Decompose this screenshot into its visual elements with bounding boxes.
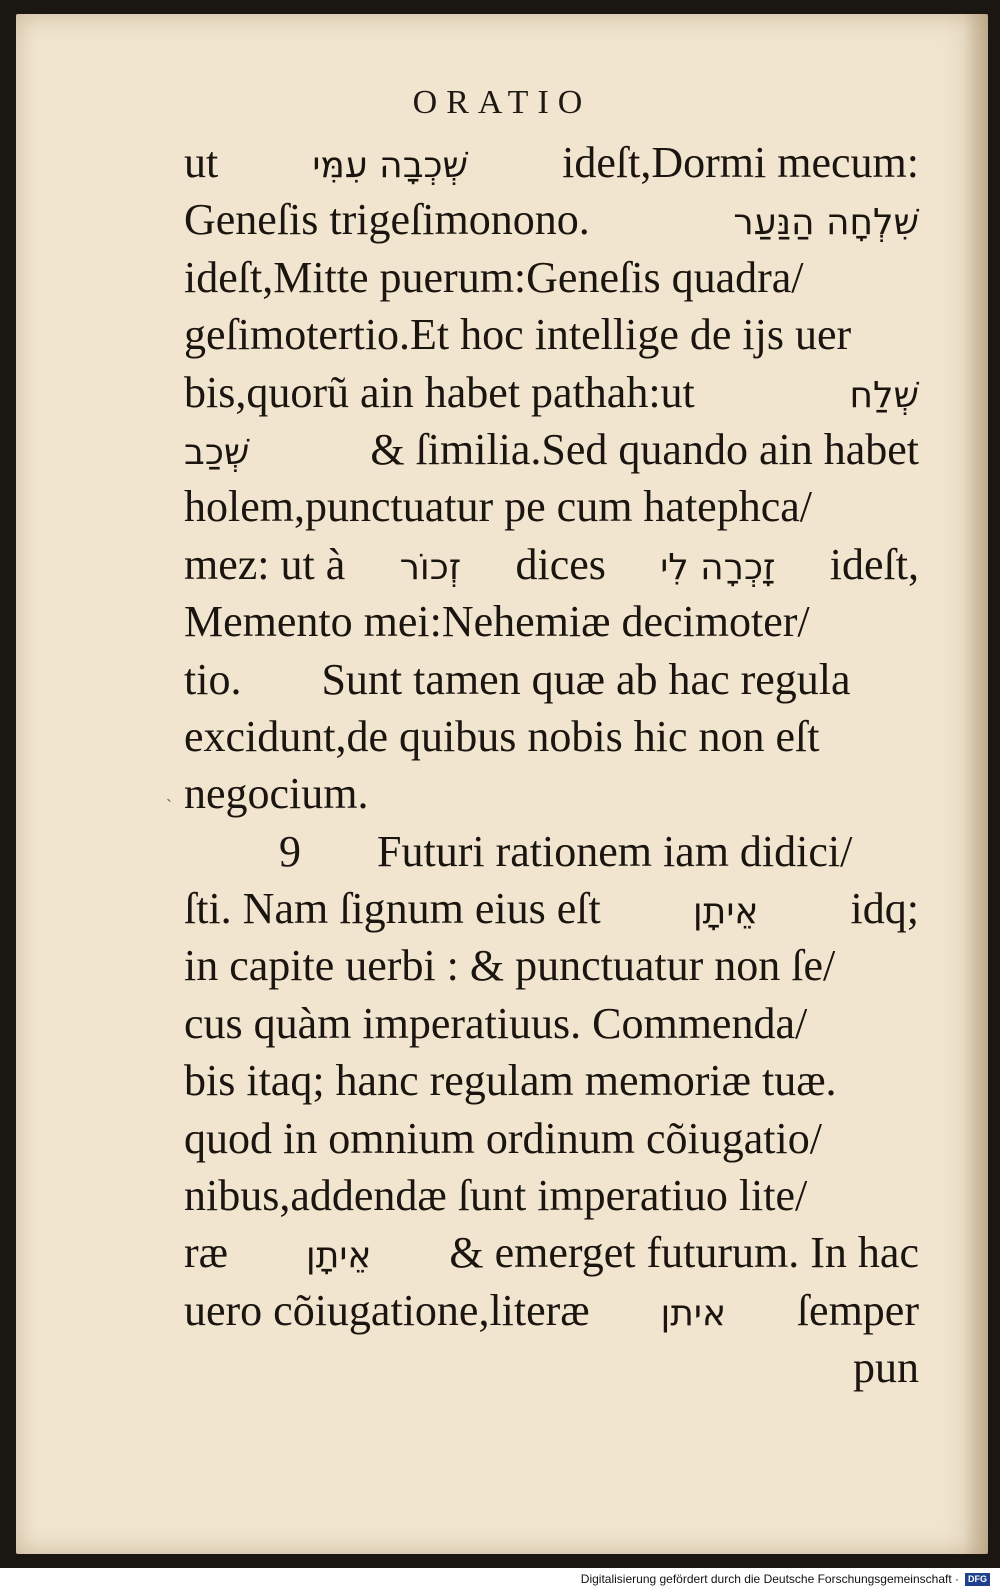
line-14-word-1: ſti. Nam ſignum eius eſt [184, 884, 601, 934]
text-line-5 [184, 364, 919, 421]
line-5-word-1: bis,quorũ ain habet pathah:ut [184, 367, 695, 417]
line-8-hebrew-1: זְכוֹר [399, 546, 462, 588]
line-18-word-1: quod in omnium ordinum cõiugatio/ [184, 1113, 822, 1163]
section-number: 9 [279, 826, 301, 876]
line-17-word-1: bis itaq; hanc regulam memoriæ tuæ. [184, 1056, 837, 1106]
text-line-16 [184, 995, 919, 1052]
text-line-13 [184, 823, 919, 880]
catchword: pun [853, 1343, 919, 1393]
text-line-1 [184, 134, 919, 191]
line-12-word-1: negocium. [184, 769, 369, 819]
text-line-9 [184, 593, 919, 650]
text-line-2 [184, 191, 919, 248]
line-15-word-1: in capite uerbi : & punctuatur non ſe/ [184, 941, 836, 991]
text-line-7 [184, 478, 919, 535]
line-20-word-1: ræ [184, 1228, 228, 1278]
line-1-hebrew-1: שְׁכְבָה עִמִּי [312, 145, 469, 186]
line-16-word-1: cus quàm imperatiuus. Commenda/ [184, 998, 808, 1048]
line-10-word-1: tio. [184, 654, 242, 704]
line-8-word-3: ideſt, [829, 539, 919, 589]
line-5-hebrew-1: שְׁלַח [849, 374, 919, 416]
line-21-word-1: uero cõiugatione,literæ [184, 1285, 590, 1335]
text-line-15 [184, 937, 919, 994]
text-line-6 [184, 421, 919, 478]
line-9-word-1: Memento mei:Nehemiæ decimoter/ [184, 597, 810, 647]
text-line-11 [184, 708, 919, 765]
text-line-21 [184, 1282, 919, 1339]
line-10-word-2: Sunt tamen quæ ab hac regula [321, 654, 851, 704]
line-14-hebrew-1: אֵיתָן [692, 891, 759, 933]
line-8-hebrew-2: זָכְרָה לִי [660, 546, 776, 588]
line-4-word-1: geſimotertio.Et hoc intellige de ijs uer [184, 310, 852, 360]
text-line-19 [184, 1167, 919, 1224]
line-19-word-1: nibus,addendæ ſunt imperatiuo lite/ [184, 1171, 808, 1221]
catchword-line [184, 1339, 919, 1396]
line-6-word-1: & ſimilia.Sed quando ain habet [370, 424, 919, 474]
text-line-12 [184, 765, 919, 822]
line-20-hebrew-1: אֵיתָן [305, 1235, 372, 1277]
dfg-logo: DFG [965, 1573, 990, 1586]
line-21-word-2: ſemper [796, 1285, 919, 1335]
line-21-hebrew-1: איתן [660, 1292, 727, 1334]
line-2-word-1: Geneſis trigeſimonono. [184, 195, 590, 245]
funding-note: Digitalisierung gefördert durch die Deutsche Forschungsgemeinschaft · [580, 1572, 959, 1586]
line-8-word-2: dices [515, 539, 606, 589]
text-line-8 [184, 536, 919, 593]
running-title: ORATIO [412, 84, 592, 121]
margin-mark: ˏ [166, 782, 172, 803]
line-20-word-2: & emerget futurum. In hac [449, 1228, 919, 1278]
line-1-word-1: ut [184, 138, 219, 187]
body-text [184, 134, 919, 1397]
text-line-18 [184, 1110, 919, 1167]
digitization-footer [0, 1568, 1000, 1591]
line-3-word-1: ideſt,Mitte puerum:Geneſis quadra/ [184, 252, 804, 302]
line-13-word-1: Futuri rationem iam didici/ [377, 826, 853, 876]
line-8-word-1: mez: ut à [184, 539, 346, 589]
book-page [16, 14, 988, 1554]
line-7-word-1: holem,punctuatur pe cum hatephca/ [184, 482, 812, 532]
text-line-3 [184, 249, 919, 306]
line-2-hebrew-1: שִׁלְחָה הַנַּעַר [733, 202, 919, 244]
text-line-17 [184, 1052, 919, 1109]
line-1-word-2: ideſt,Dormi mecum: [562, 138, 919, 187]
text-line-20 [184, 1224, 919, 1281]
line-14-word-2: idq; [850, 884, 919, 934]
line-11-word-1: excidunt,de quibus nobis hic non eſt [184, 711, 820, 761]
text-line-10 [184, 651, 919, 708]
line-6-hebrew-1: שְׁכַב [184, 431, 250, 473]
text-line-4 [184, 306, 919, 363]
page-gutter-shadow [964, 14, 988, 1554]
text-line-14 [184, 880, 919, 937]
